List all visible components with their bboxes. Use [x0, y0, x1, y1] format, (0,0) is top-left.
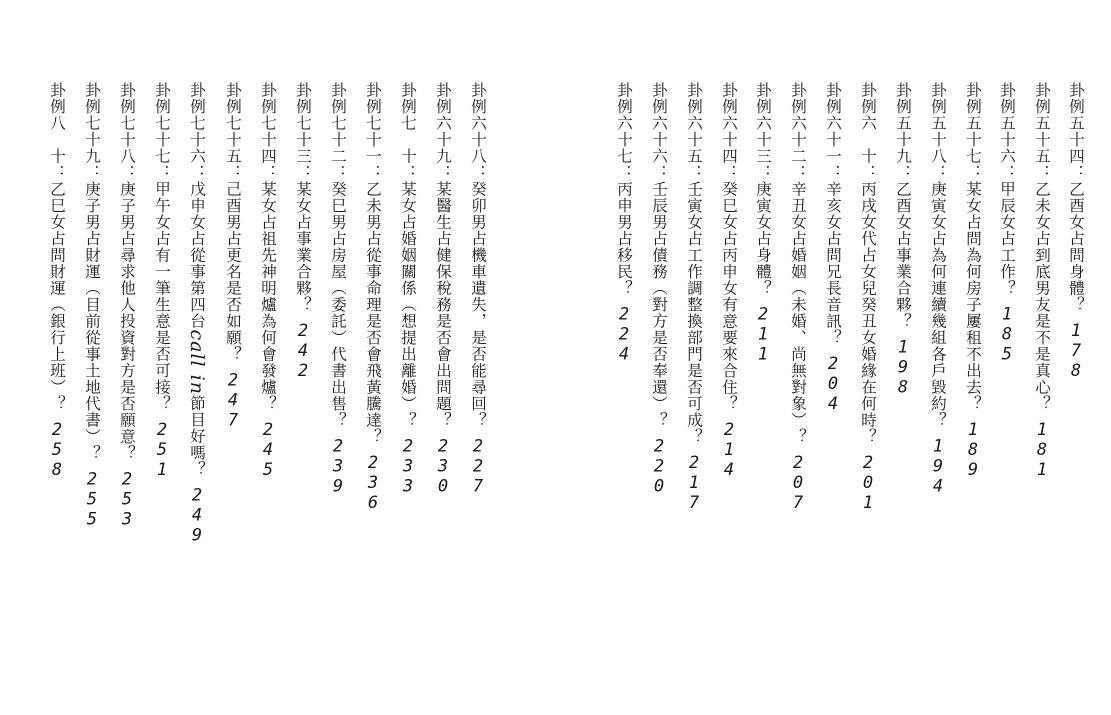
entry-page-number: 233 — [398, 436, 418, 497]
entry-title: 卦例五十六：甲辰女占工作？ — [998, 82, 1016, 297]
toc-entry — [684, 82, 704, 513]
entry-page-number: 220 — [649, 436, 669, 497]
entry-title: 卦例六十二：辛丑女占婚姻（未婚、尚無對象）？ — [789, 82, 807, 445]
entry-title-part: 節目好嗎？ — [188, 394, 206, 478]
entry-page-number: 251 — [152, 420, 172, 480]
toc-entry — [117, 82, 137, 530]
entry-title: 卦例六十五：壬寅女占工作調整換部門是否可成？ — [685, 82, 703, 445]
entry-page-number: 204 — [823, 354, 843, 414]
entry-title: 卦例七 十：某女占婚姻關係（想提出離婚）？ — [399, 82, 417, 429]
toc-entry — [928, 82, 948, 497]
entry-title: 卦例八 十：乙巳女占問財運（銀行上班）？ — [48, 82, 66, 412]
entry-title: 卦例五十八：庚寅女占為何連續幾組各戶毀約？ — [929, 82, 947, 429]
entry-title: 卦例六 十：丙戌女代占女兒癸丑女婚緣在何時？ — [859, 82, 877, 445]
toc-entry — [823, 82, 843, 414]
toc-entry — [893, 82, 913, 398]
toc-entry — [152, 82, 172, 480]
entry-title: 卦例六十八：癸卯男占機車遺失，是否能尋回？ — [469, 82, 487, 429]
entry-page-number: 214 — [719, 420, 739, 480]
entry-title: 卦例七十七：甲午女占有一筆生意是否可接？ — [153, 82, 171, 412]
entry-page-number: 211 — [753, 304, 773, 365]
entry-page-number: 224 — [614, 304, 634, 365]
entry-title: 卦例七十一：乙未男占從事命理是否會飛黃騰達？ — [364, 82, 382, 445]
toc-entry — [433, 82, 453, 497]
entry-page-number: 207 — [788, 453, 808, 513]
entry-page-number: 247 — [223, 370, 243, 431]
entry-title: 卦例五十四：乙酉女占問身體？ — [1067, 82, 1085, 313]
toc-entry — [614, 82, 634, 365]
entry-title: 卦例六十七：丙申男占移民？ — [615, 82, 633, 297]
entry-page-number: 185 — [997, 304, 1017, 365]
entry-page-number: 239 — [328, 436, 348, 497]
toc-entry — [1066, 82, 1086, 381]
toc-entry — [293, 82, 313, 381]
entry-page-number: 242 — [293, 321, 313, 381]
entry-title: 卦例六十一：辛亥女占問兄長音訊？ — [824, 82, 842, 346]
entry-title: 卦例六十四：癸巳女占丙申女有意要來合住？ — [720, 82, 738, 412]
entry-title: 卦例七十五：己酉男占更名是否如願？ — [224, 82, 242, 363]
entry-title: 卦例五十七：某女占問為何房子屢租不出去？ — [964, 82, 982, 412]
entry-title: 卦例七十八：庚子男占尋求他人投資對方是否願意？ — [118, 82, 136, 462]
entry-title: 卦例五十九：乙酉女占事業合夥？ — [894, 82, 912, 330]
toc-entry — [82, 82, 102, 530]
entry-page-number: 217 — [684, 453, 704, 513]
toc-entry — [468, 82, 488, 497]
toc-entry — [788, 82, 808, 513]
toc-entry — [1032, 82, 1052, 480]
entry-title-latin: call in — [186, 329, 208, 395]
toc-entry — [753, 82, 773, 365]
entry-page-number: 253 — [117, 469, 137, 530]
entry-page-number: 245 — [258, 420, 278, 480]
entry-title: 卦例六十三：庚寅女占身體？ — [754, 82, 772, 297]
entry-title: 卦例六十六：壬辰男占債務（對方是否奉還）？ — [650, 82, 668, 429]
entry-page-number: 194 — [928, 436, 948, 497]
entry-page-number: 255 — [82, 469, 102, 530]
toc-entry — [258, 82, 278, 480]
entry-page-number: 201 — [858, 453, 878, 513]
toc-entry — [649, 82, 669, 497]
entry-title: 卦例七十二：癸巳男占房屋（委託）代書出售？ — [329, 82, 347, 429]
entry-title: 卦例七十九：庚子男占財運（目前從事土地代書）？ — [83, 82, 101, 462]
entry-page-number: 178 — [1066, 321, 1086, 381]
entry-page-number: 189 — [963, 420, 983, 480]
entry-page-number: 198 — [893, 337, 913, 398]
toc-entry — [719, 82, 739, 480]
entry-page-number: 230 — [433, 436, 453, 497]
entry-title: 卦例六十九：某醫生占健保稅務是否會出問題？ — [434, 82, 452, 429]
entry-page-number: 249 — [187, 485, 207, 546]
toc-entry — [858, 82, 878, 513]
toc-entry — [47, 82, 67, 480]
entry-title: 卦例七十四：某女占祖先神明爐為何會發爐？ — [259, 82, 277, 412]
toc-entry — [963, 82, 983, 480]
entry-page-number: 181 — [1032, 420, 1052, 480]
entry-title-part: 卦例七十六：戊申女占從事第四台 — [188, 82, 206, 330]
entry-title: 卦例七十三：某女占事業合夥？ — [294, 82, 312, 313]
entry-page-number: 236 — [363, 453, 383, 513]
entry-title: 卦例五十五：乙未女占到底男友是不是真心？ — [1033, 82, 1051, 412]
toc-entry — [997, 82, 1017, 365]
toc-entry — [223, 82, 243, 431]
entry-page-number: 258 — [47, 420, 67, 480]
entry-page-number: 227 — [468, 436, 488, 497]
toc-entry — [363, 82, 383, 513]
toc-entry — [398, 82, 418, 497]
toc-entry — [187, 82, 207, 545]
toc-entry — [328, 82, 348, 497]
